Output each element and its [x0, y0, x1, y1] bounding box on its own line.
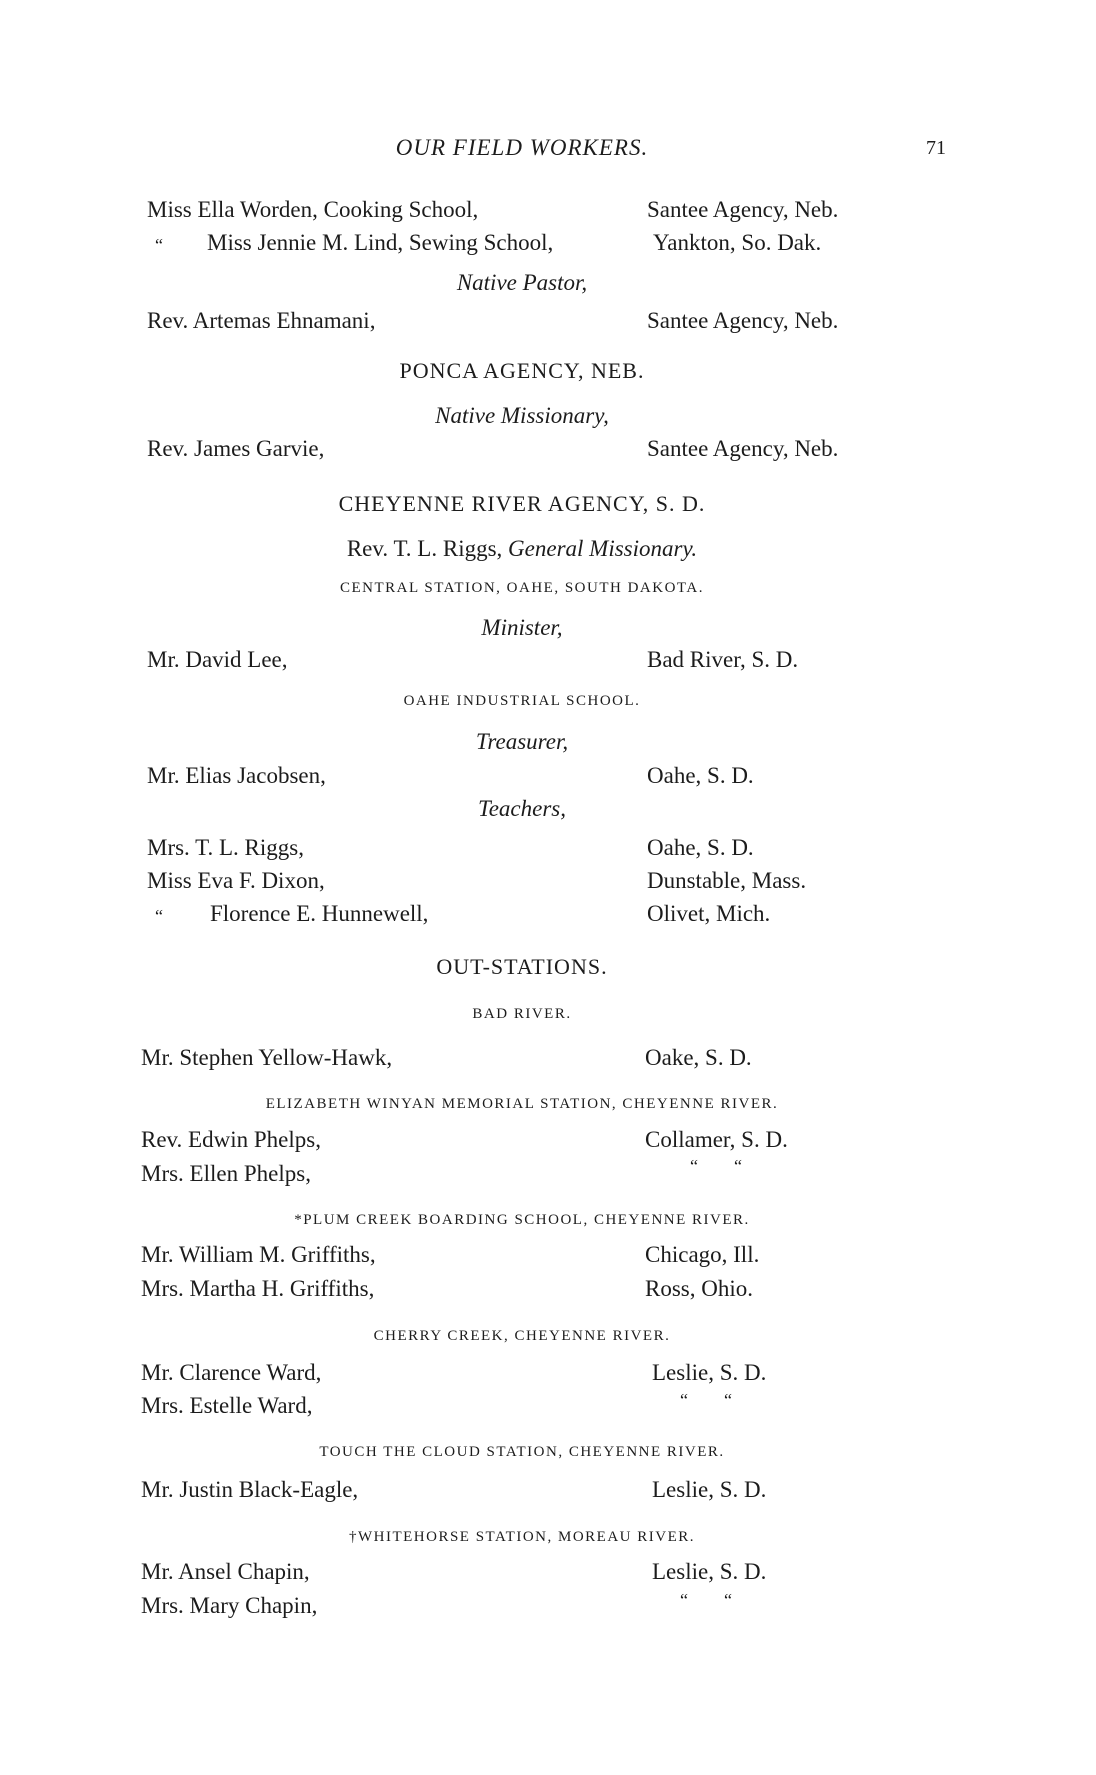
ditto-mark: “ “	[680, 1590, 732, 1610]
entry-name: Mr. Elias Jacobsen,	[147, 763, 326, 788]
station-heading: ELIZABETH WINYAN MEMORIAL STATION, CHEYENNE RIVER.	[265, 1096, 779, 1112]
entry-name: Mr. Stephen Yellow-Hawk,	[141, 1045, 393, 1070]
station-heading: OAHE INDUSTRIAL SCHOOL.	[403, 693, 641, 709]
entry-name: Mrs. T. L. Riggs,	[147, 835, 304, 860]
ditto-mark: “ “	[680, 1390, 732, 1410]
entry-name: Rev. Edwin Phelps,	[141, 1127, 321, 1152]
role-label: Native Missionary,	[435, 403, 609, 428]
ditto-mark: “	[155, 906, 163, 926]
role-label: Treasurer,	[475, 729, 569, 754]
entry-name: Mr. David Lee,	[147, 647, 288, 672]
entry-place: Oahe, S. D.	[647, 835, 754, 860]
entry-name: Mrs. Ellen Phelps,	[141, 1161, 311, 1186]
section-heading: OUT-STATIONS.	[436, 954, 608, 979]
general-missionary	[0, 535, 1044, 563]
entry-place: Oake, S. D.	[645, 1045, 752, 1070]
entry-place: Santee Agency, Neb.	[647, 197, 839, 222]
entry-place: Bad River, S. D.	[647, 647, 799, 672]
entry-place: Santee Agency, Neb.	[647, 308, 839, 333]
entry-place: Olivet, Mich.	[647, 901, 771, 926]
entry-place: Oahe, S. D.	[647, 763, 754, 788]
entry-place: Ross, Ohio.	[645, 1276, 753, 1301]
entry-name: Miss Ella Worden, Cooking School,	[147, 197, 479, 222]
ditto-mark: “ “	[690, 1156, 742, 1176]
entry-name: Mrs. Martha H. Griffiths,	[141, 1276, 375, 1301]
station-heading: CENTRAL STATION, OAHE, SOUTH DAKOTA.	[340, 580, 704, 596]
entry-name: Rev. Artemas Ehnamani,	[147, 308, 376, 333]
section-heading: CHEYENNE RIVER AGENCY, S. D.	[338, 491, 706, 516]
ditto-mark: “	[155, 235, 163, 255]
page-number: 71	[926, 137, 946, 159]
running-head: OUR FIELD WORKERS.	[395, 135, 649, 160]
station-heading: †WHITEHORSE STATION, MOREAU RIVER.	[348, 1529, 696, 1545]
role-label: Teachers,	[478, 796, 566, 821]
entry-name: Miss Jennie M. Lind, Sewing School,	[207, 230, 554, 255]
entry-name: Miss Eva F. Dixon,	[147, 868, 325, 893]
entry-place: Dunstable, Mass.	[647, 868, 807, 893]
entry-place: Leslie, S. D.	[652, 1360, 767, 1385]
entry-name: Mrs. Mary Chapin,	[141, 1593, 318, 1618]
missionary-role: General Missionary.	[508, 536, 698, 561]
entry-name: Mr. Ansel Chapin,	[141, 1559, 310, 1584]
entry-place: Yankton, So. Dak.	[653, 230, 822, 255]
entry-place: Chicago, Ill.	[645, 1242, 760, 1267]
entry-name: Mr. Clarence Ward,	[141, 1360, 322, 1385]
entry-name: Mrs. Estelle Ward,	[141, 1393, 313, 1418]
role-label: Native Pastor,	[456, 270, 588, 295]
entry-name: Rev. James Garvie,	[147, 436, 325, 461]
entry-name: Mr. William M. Griffiths,	[141, 1242, 376, 1267]
station-heading: CHERRY CREEK, CHEYENNE RIVER.	[373, 1328, 671, 1344]
entry-place: Santee Agency, Neb.	[647, 436, 839, 461]
entry-place: Collamer, S. D.	[645, 1127, 788, 1152]
entry-name: Florence E. Hunnewell,	[210, 901, 429, 926]
station-heading: TOUCH THE CLOUD STATION, CHEYENNE RIVER.	[319, 1444, 725, 1460]
role-label: Minister,	[481, 615, 563, 640]
station-heading: BAD RIVER.	[472, 1006, 572, 1022]
station-heading: *PLUM CREEK BOARDING SCHOOL, CHEYENNE RIVER.	[294, 1212, 750, 1228]
entry-place: Leslie, S. D.	[652, 1477, 767, 1502]
section-heading: PONCA AGENCY, NEB.	[399, 358, 645, 383]
entry-name: Mr. Justin Black-Eagle,	[141, 1477, 359, 1502]
entry-place: Leslie, S. D.	[652, 1559, 767, 1584]
missionary-name: Rev. T. L. Riggs,	[346, 536, 503, 561]
